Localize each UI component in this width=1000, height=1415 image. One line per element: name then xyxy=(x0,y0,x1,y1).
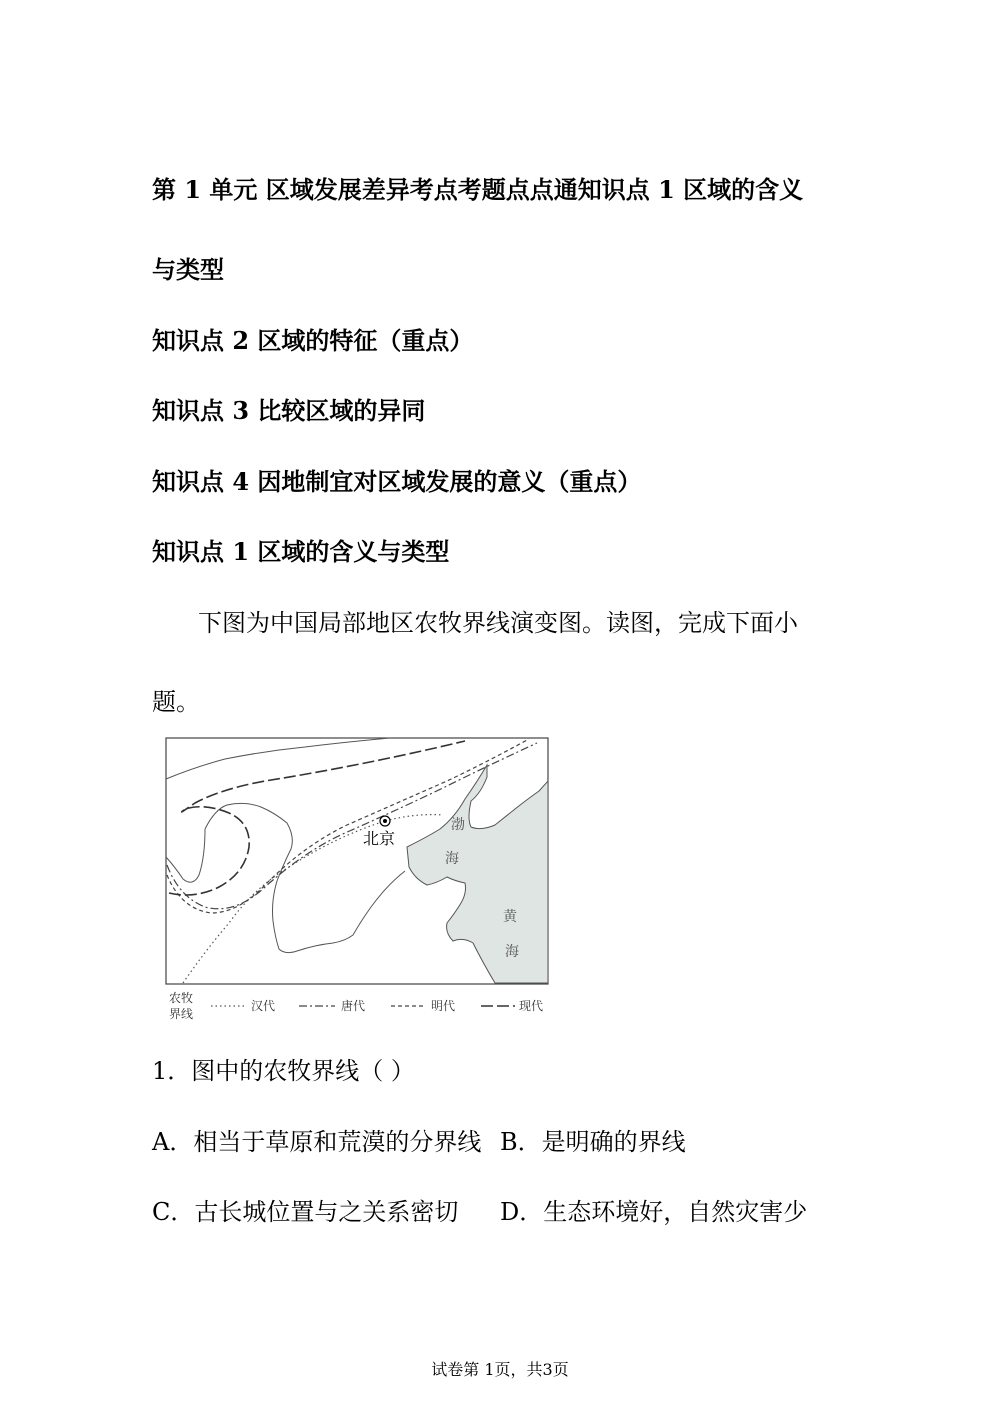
huanghai-label-2: 海 xyxy=(505,944,519,960)
option-a: A．相当于草原和荒漠的分界线 xyxy=(152,1128,482,1156)
page-footer: 试卷第 1页，共3页 xyxy=(431,1360,569,1379)
legend-title-1: 农牧 xyxy=(169,991,194,1005)
beijing-label: 北京 xyxy=(363,829,396,848)
huanghai-label-1: 黄 xyxy=(503,909,517,925)
bohai-label-1: 渤 xyxy=(451,817,465,833)
knowledge-point-2: 知识点 2 区域的特征（重点） xyxy=(152,326,474,355)
legend-title-2: 界线 xyxy=(169,1007,194,1021)
intro-text-line-2: 题。 xyxy=(152,688,200,716)
legend-label-ming: 明代 xyxy=(431,999,456,1013)
beijing-dot xyxy=(383,819,387,823)
option-d: D．生态环境好，自然灾害少 xyxy=(500,1198,808,1226)
question-1: 1．图中的农牧界线（ ） xyxy=(152,1057,415,1085)
intro-text-line-1: 下图为中国局部地区农牧界线演变图。读图，完成下面小 xyxy=(198,609,798,637)
title-line-2: 与类型 xyxy=(152,255,224,284)
boundary-evolution-map xyxy=(165,737,550,1022)
legend-label-tang: 唐代 xyxy=(341,999,366,1013)
map-svg xyxy=(165,737,550,1022)
bohai-label-2: 海 xyxy=(445,851,459,867)
title-line-1: 第 1 单元 区域发展差异考点考题点点通知识点 1 区域的含义 xyxy=(152,175,804,204)
knowledge-point-3: 知识点 3 比较区域的异同 xyxy=(152,396,426,425)
legend-label-modern: 现代 xyxy=(519,999,544,1013)
legend-label-han: 汉代 xyxy=(251,999,276,1013)
knowledge-point-4: 知识点 4 因地制宜对区域发展的意义（重点） xyxy=(152,467,642,496)
option-c: C．古长城位置与之关系密切 xyxy=(152,1198,459,1226)
knowledge-point-1-section: 知识点 1 区域的含义与类型 xyxy=(152,537,450,566)
option-b: B．是明确的界线 xyxy=(500,1128,686,1156)
